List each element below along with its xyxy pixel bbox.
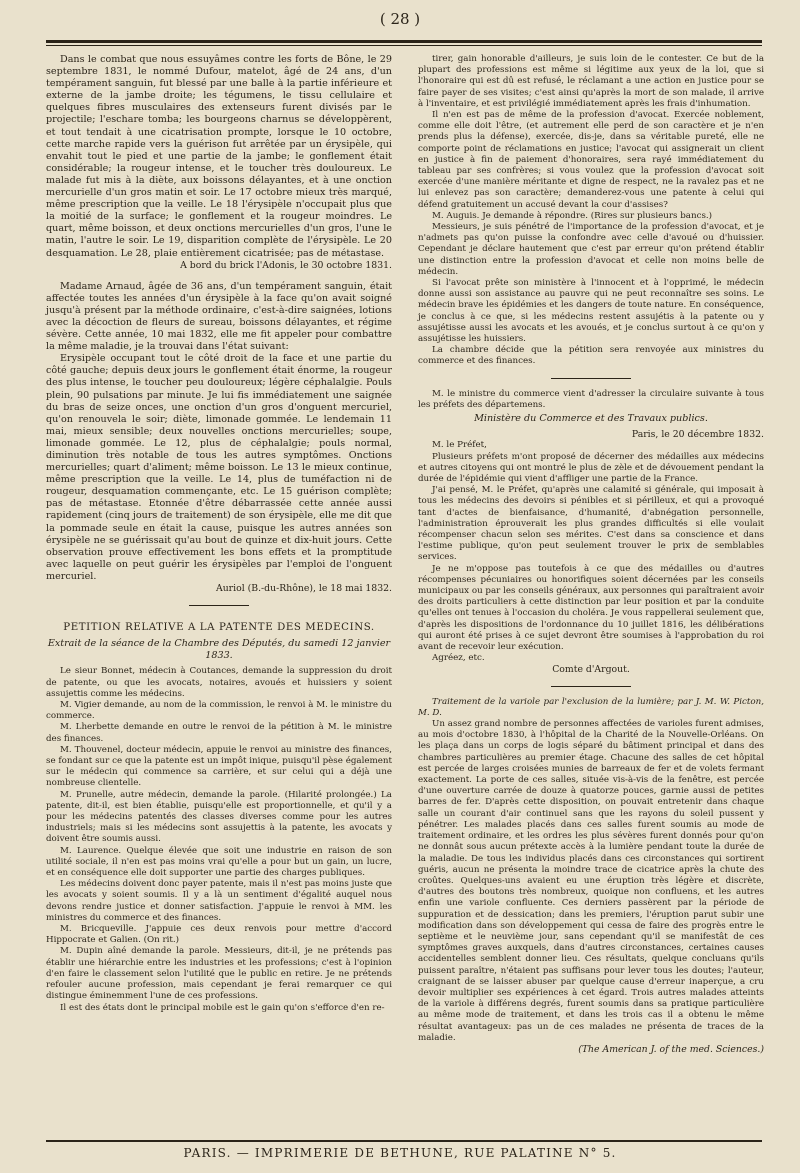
paragraph: Si l'avocat prête son ministère à l'innocent et à l'opprimé, le médecin donne aussi son assistance au pauvre qui ne peut reconnaître ses soins. Le médecin brave les épidémies et les dangers de toute nature. En conséquence, je conclus à ce que, si les médecins restent assujétis à la patente ou y assujétisse aussi les avocats et les avoués, et je conclus surtout à ce qu'on y assujétisse les huissiers. (418, 278, 764, 345)
header-rule-thin (46, 45, 762, 46)
paragraph: M. Laurence. Quelque élevée que soit une industrie en raison de son utilité sociale, il n'en est pas moins vrai qu'elle a pour but un gain, un lucre, et en conséquence elle doit supporter une partie des charges publiques. (46, 845, 392, 879)
section-subheading: Extrait de la séance de la Chambre des Députés, du samedi 12 janvier 1833. (47, 638, 391, 662)
section-divider (551, 378, 631, 379)
paragraph: Madame Arnaud, âgée de 36 ans, d'un tempérament sanguin, était affectée toutes les années d'un érysipèle à la face qu'on avait soigné jusqu'à présent par la méthode ordinaire, c'est-à-dire saignées, lotions avec la décoction de fleurs de sureau, boissons délayantes, et régime sévère. Cette année, 10 mai 1832, elle me fit appeler pour combattre la même maladie, je la trouvai dans l'état suivant: (46, 280, 392, 353)
paragraph: Les médecins doivent donc payer patente, mais il n'est pas moins juste que les avocats y soient soumis. Il y a là un sentiment d'égalité auquel nous devons rendre justice et donner satisfaction. J'appuie le renvoi à MM. les ministres du commerce et des finances. (46, 879, 393, 923)
paragraph: M. Prunelle, autre médecin, demande la parole. (Hilarité prolongée.) La patente, dit-il, est bien établie, puisqu'elle est proportionnelle, et qu'il y a pour les médecins patentés des classes diverses comme pour les autres industriels; mais si les médecins sont assujettis à la patente, les avocats y doivent être soumis aussi. (46, 789, 392, 845)
paragraph: Dans le combat que nous essuyâmes contre les forts de Bône, le 29 septembre 1831, le nommé Dufour, matelot, âgé de 24 ans, d'un tempérament sanguin, fut blessé par une balle à la partie inférieure et externe de la jambe droite; les tégumens, le tissu cellulaire et quelques fibres musculaires des extenseurs furent divisés par le projectile; l'eschare tomba; les bourgeons charnus se développèrent, et tout tendait à une cicatrisation prompte, lorsque le 10 octobre, cette marche rapide vers la guérison fut arrêtée par un érysipèle, qui envahit tout le pied et une partie de la jambe; le gonflement était considérable; la rougeur intense, et le toucher très douloureux. Le malade fut mis à la diète, aux boissons délayantes, et à une onction mercurielle d'un gros matin et soir. Le 17 octobre mieux très marqué, même prescription que la veille. Le 18 l'érysipèle n'occupait plus que la moitié de la surface; le gonflement et la rougeur moindres. Le quart, même boisson, et deux onctions mercurielles d'un gros, l'une le matin, l'autre le soir. Le 19, disparition complète de l'érysipèle. Le 20 desquamation. Le 28, plaie entièrement cicatrisée; pas de métastase. (46, 54, 392, 259)
paragraph: Agréez, etc. (432, 653, 485, 664)
paragraph: Il n'en est pas de même de la profession d'avocat. Exercée noblement, comme elle doit l'être, (et autrement elle perd de son caractère et je n'en prends plus la défense), exercée, dis-je, dans sa véritable pureté, elle ne comporte point de réclamations en justice; l'avocat qui assignerait un client en justice à fin de paiement d'honoraires, sera rayé immédiatement du tableau par ses confrères; si vous voulez que la profession d'avocat soit exercée d'une manière méritante et digne de respect, ne la ravalez pas et ne lui enlevez pas son caractère; demanderez-vous une patente à celui qui défend gratuitement un accusé devant la cour d'assises? (418, 110, 764, 210)
paragraph: M. Vigier demande, au nom de la commission, le renvoi à M. le ministre du commerce. (46, 700, 392, 722)
printer-imprint: PARIS. — IMPRIMERIE DE BETHUNE, RUE PALATINE N° 5. (183, 1146, 617, 1160)
paragraph: M. le ministre du commerce vient d'adresser la circulaire suivante à tous les préfets des départemens. (418, 388, 764, 410)
section-divider (551, 686, 631, 687)
paragraph: Il est des états dont le principal mobile est le gain qu'on s'efforce d'en re- (60, 1002, 385, 1013)
footer-rule (46, 1140, 762, 1142)
right-column (418, 54, 764, 1055)
paragraph: M. Thouvenel, docteur médecin, appuie le renvoi au ministre des finances, se fondant sur ce que la patente est un impôt inique, puisqu'il pèse également sur le médecin qui commence sa carrière, et sur celui qui a déjà une nombreuse clientelle. (46, 744, 392, 789)
paragraph: La chambre décide que la pétition sera renvoyée aux ministres du commerce et des finances. (418, 345, 764, 367)
signature: A bord du brick l'Adonis, le 30 octobre 1831. (180, 259, 392, 271)
paragraph: M. Bricqueville. J'appuie ces deux renvois pour mettre d'accord Hippocrate et Galien. (On rit.) (46, 924, 392, 946)
section-subheading: Ministère du Commerce et des Travaux publics. (474, 413, 708, 425)
paragraph: Un assez grand nombre de personnes affectées de varioles furent admises, au mois d'octobre 1830, à l'hôpital de la Charité de la Nouvelle-Orléans. On les plaça dans un corps de logis séparé du bâtiment principal et dans des chambres particulières au premier étage. Chacune des salles de cet hôpital est percée de larges croisées munies de barreaux de fer et de volets fermant exactement. La porte de ces salles, située vis-à-vis de la fenêtre, est percée d'une ouverture carrée de douze à quatorze pouces, garnie aussi de petites barres de fer. D'après cette disposition, on pouvait entretenir dans chaque salle un courant d'air continuel sans que les rayons du soleil pussent y pénétrer. Les malades placés dans ces salles furent soumis au mode de traitement ordinaire, et les ordres les plus sévères furent donnés pour qu'on ne donnât sous aucun prétexte accès à la lumière pendant toute la durée de la maladie. De tous les individus placés dans ces circonstances qui sortirent guéris, aucun ne présenta la moindre trace de cicatrice après la chute des croûtes. Quelques-uns avaient eu une éruption très légère et discrète, d'autres des boutons très nombreux, quoique non confluens, et les autres enfin une variole confluente. Ces derniers passèrent par la période de suppuration et de dessication; dans les premiers, l'éruption parut subir une modification dans son développement qui cessa de faire des progrès entre le septième et le neuvième jour, sans cependant qu'il se manifestât de ces symptômes graves auxquels, dans d'autres circonstances, certaines causes accidentelles semblent donner lieu. Ces résultats, quelque concluans qu'ils puissent paraître, n'étaient pas suffisans pour lever tous les doutes; l'auteur, craignant de se laisser abuser par quelque cause d'erreur inaperçue, a cru devoir multiplier ses expériences à cet égard. Trois autres malades atteints de la variole à différens degrés, furent soumis dans sa pratique particulière au même mode de traitement, et dans les trois cas il a obtenu le même résultat avantageux: pas un de ces malades ne présenta de traces de la maladie. (418, 719, 764, 1043)
salutation: M. le Préfet, (432, 440, 487, 451)
signature: Auriol (B.-du-Rhône), le 18 mai 1832. (215, 583, 392, 595)
page-number: ( 28 ) (379, 10, 421, 28)
section-divider (189, 605, 249, 606)
paragraph: Je ne m'oppose pas toutefois à ce que des médailles ou d'autres récompenses pécuniaires ou honorifiques soient décernées par les conseils municipaux ou par les conseils généraux, aux personnes qui paraîtraient avoir des droits particuliers à cette distinction par leur position et par la conduite qu'elles ont tenues à l'occasion du choléra. Je vous rappellerai seulement que, d'après les dispositions de l'ordonnance du 10 juillet 1816, les délibérations qui auront été prises à ce sujet devront être soumises à l'approbation du roi avant de recevoir leur exécution. (418, 563, 765, 653)
section-heading: PETITION RELATIVE A LA PATENTE DES MEDECINS. (63, 622, 375, 634)
paragraph: M. Dupin aîné demande la parole. Messieurs, dit-il, je ne prétends pas établir une hiérarchie entre les industries et les professions; c'est à l'opinion d'en faire le classement selon l'utilité que le public en retire. Je ne prétends refouler aucune profession, mais cependant je ferai remarquer ce qui distingue éminemment l'une de ces professions. (46, 946, 392, 1002)
paragraph: tirer, gain honorable d'ailleurs, je suis loin de le contester. Ce but de la plupart des professions est même si légitime aux yeux de la loi, que si l'honoraire qui est dû est refusé, le réclamant a une action en justice pour se faire payer de ses visites; c'est ainsi qu'après la mort de son malade, il arrive à l'inventaire, et est privilégié immédiatement après les frais d'inhumation. (418, 54, 764, 109)
paragraph: Erysipèle occupant tout le côté droit de la face et une partie du côté gauche; depuis deux jours le gonflement était énorme, la rougeur des plus intense, le toucher peu douloureux; légère céphalalgie. Pouls plein, 90 pulsations par minute. Je lui fis immédiatement une saignée du bras de seize onces, une onction d'un gros d'onguent mercuriel, qu'on renouvela le soir; diète, limonade gommée. Le lendemain 11 mai, mieux sensible; deux nouvelles onctions mercurielles; soupe, limonade gommée. Le 12, plus de céphalalgie; pouls normal, diminution très notable de tous les autres symptômes. Onctions mercurielles; quart d'aliment; même boisson. Le 13 le mieux continue, même prescription que la veille. Le 14, plus de tuméfaction ni de rougeur, desquamation commençante, etc. Le 15 guérison complète; pas de métastase. Etonnée d'être débarrassée cette année aussi rapidement (cinq jours de traitement) de son érysipèle, elle me dit que la pommade seule en était la cause, puisque les autres années son érysipèle ne se guérissait qu'au bout de quinze et dix-huit jours. Cette observation prouve effectivement les bons effets et la promptitude avec laquelle on peut guérir les érysipèles par l'emploi de l'onguent mercuriel. (46, 353, 392, 582)
left-column (46, 54, 392, 1014)
paragraph: M. Lherbette demande en outre le renvoi de la pétition à M. le ministre des finances. (46, 722, 392, 744)
paragraph: Messieurs, je suis pénétré de l'importance de la profession d'avocat, et je n'admets pas qu'on puisse la confondre avec celle d'avoué ou d'huissier. Cependant je déclare hautement que c'est par erreur qu'on prétend établir une distinction entre la profession d'avocat et celle non moins belle de médecin. (418, 222, 764, 277)
paragraph: Plusieurs préfets m'ont proposé de décerner des médailles aux médecins et autres citoyens qui ont montré le plus de zèle et de dévouement pendant la durée de l'épidémie qui vient d'affliger une partie de la France. (418, 451, 764, 484)
paragraph: J'ai pensé, M. le Préfet, qu'après une calamité si générale, qui imposait à tous les médecins des devoirs si pénibles et si périlleux, et qui a provoqué tant d'actes de bienfaisance, d'humanité, d'abnégation personnelle, l'administration éprouverait les plus grandes difficultés si elle voulait récompenser chacun selon ses mérites. C'est dans sa conscience et dans l'estime publique, qu'on peut seulement trouver le prix de semblables services. (418, 485, 764, 563)
header-rule (46, 40, 762, 43)
dateline: Paris, le 20 décembre 1832. (631, 429, 764, 441)
citation: (The American J. of the med. Sciences.) (578, 1043, 764, 1055)
paragraph: M. Auguis. Je demande à répondre. (Rires sur plusieurs bancs.) (432, 210, 713, 221)
signature: Comte d'Argout. (552, 664, 630, 676)
paragraph: Le sieur Bonnet, médecin à Coutances, demande la suppression du droit de patente, ou que les avocats, notaires, avoués et huissiers y soient assujettis comme les médecins. (46, 666, 392, 699)
article-title: Traitement de la variole par l'exclusion de la lumière; par J. M. W. Picton, M. D. (418, 696, 764, 718)
